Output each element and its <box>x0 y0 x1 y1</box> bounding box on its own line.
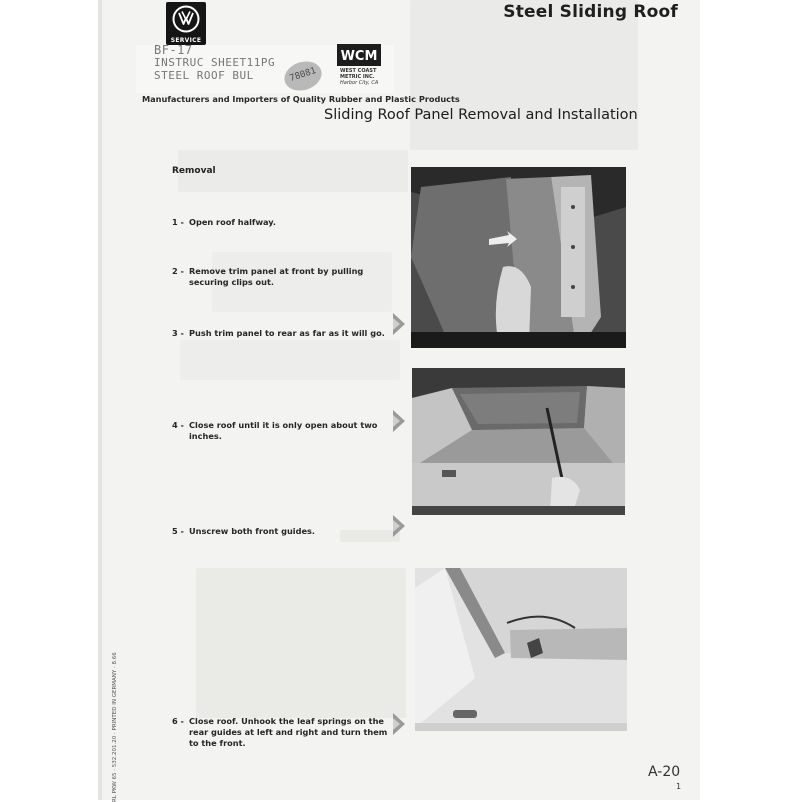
triangle-right-arrow-icon <box>393 515 405 537</box>
section-title: Sliding Roof Panel Removal and Installation <box>324 107 638 123</box>
step-3 <box>172 328 392 339</box>
triangle-right-arrow-icon <box>393 313 405 335</box>
vw-service-label: SERVICE <box>170 37 202 44</box>
step-number: 2 - <box>172 266 184 276</box>
sticker-part-number: BF-17 <box>154 43 193 57</box>
bleed-through-photo <box>196 568 406 718</box>
step-text: Close roof until it is only open about two inches. <box>189 420 378 441</box>
step-6 <box>172 716 394 749</box>
company-name-line: WEST COAST <box>340 68 377 74</box>
wcm-logo-text: WCM <box>340 49 378 64</box>
wcm-logo-icon <box>337 44 381 66</box>
step-text: Close roof. Unhook the leaf springs on the rear guides at left and right and turn them to the front. <box>189 716 388 748</box>
company-location: Harbor City, CA <box>340 80 379 86</box>
step-number: 6 - <box>172 716 184 726</box>
triangle-right-arrow-icon <box>393 713 405 735</box>
step-number: 3 - <box>172 328 184 338</box>
triangle-right-arrow-icon <box>393 410 405 432</box>
sticker-description-line: STEEL ROOF BUL <box>154 69 254 82</box>
photo-roof-closing <box>412 368 625 515</box>
page-title: Steel Sliding Roof <box>503 2 678 22</box>
step-number: 4 - <box>172 420 184 430</box>
stamp-number: 78081 <box>288 66 318 84</box>
step-2 <box>172 266 392 288</box>
step-1 <box>172 217 372 228</box>
page-number: 1 <box>676 782 682 791</box>
step-text: Remove trim panel at front by pulling securing clips out. <box>189 266 364 287</box>
removal-heading: Removal <box>172 166 216 176</box>
bleed-through-area <box>410 0 638 150</box>
photo-front-guides <box>415 568 627 731</box>
company-tagline: Manufacturers and Importers of Quality Rubber and Plastic Products <box>142 94 460 104</box>
company-name-line: METRIC INC. <box>340 74 375 80</box>
sticker-description-line: INSTRUC SHEET11PG <box>154 56 276 69</box>
page-code: A-20 <box>648 764 681 780</box>
step-text: Push trim panel to rear as far as it will go. <box>189 328 385 338</box>
step-4 <box>172 420 394 442</box>
step-text: Unscrew both front guides. <box>189 526 315 536</box>
vw-logo-icon <box>172 5 200 33</box>
step-number: 5 - <box>172 526 184 536</box>
step-number: 1 - <box>172 217 184 227</box>
step-text: Open roof halfway. <box>189 217 277 227</box>
page-edge <box>98 0 102 800</box>
bleed-through-text <box>180 340 400 380</box>
photo-trim-panel <box>411 167 626 348</box>
step-5 <box>172 526 372 537</box>
vw-service-badge <box>166 2 206 45</box>
print-imprint: RL PKW 65 · 532.201.20 · PRINTED IN GERMANY · 8.66 <box>112 652 118 802</box>
